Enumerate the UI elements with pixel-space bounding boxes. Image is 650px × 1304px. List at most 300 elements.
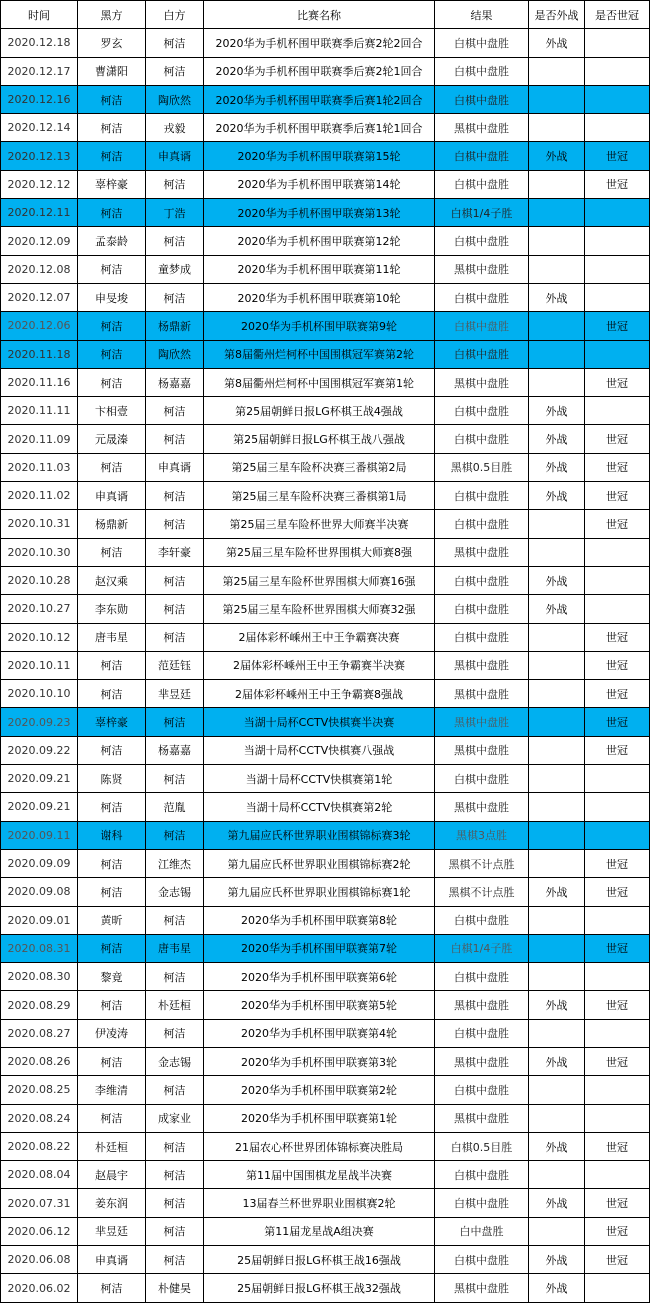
cell-white: 戎毅 [146,114,204,142]
cell-foreign [529,765,585,793]
cell-date: 2020.12.07 [1,283,78,311]
cell-black: 柯洁 [78,1047,146,1075]
cell-result: 黑棋不计点胜 [435,849,529,877]
cell-world: 世冠 [585,510,650,538]
cell-result: 白棋中盘胜 [435,1161,529,1189]
table-row [1,906,650,934]
table-row [1,1132,650,1160]
cell-result: 白棋中盘胜 [435,963,529,991]
table-row [1,199,650,227]
cell-black: 柯洁 [78,312,146,340]
cell-event: 当湖十局杯CCTV快棋赛第1轮 [204,765,435,793]
cell-white: 范胤 [146,793,204,821]
cell-black: 柯洁 [78,651,146,679]
cell-foreign: 外战 [529,29,585,57]
cell-event: 第25届三星车险杯决赛三番棋第2局 [204,453,435,481]
cell-world [585,227,650,255]
cell-result: 白棋中盘胜 [435,170,529,198]
cell-white: 朴健昊 [146,1274,204,1302]
cell-result: 白棋中盘胜 [435,510,529,538]
cell-event: 2020华为手机杯围甲联赛第7轮 [204,934,435,962]
cell-white: 申真谞 [146,142,204,170]
cell-result: 黑棋中盘胜 [435,991,529,1019]
cell-foreign: 外战 [529,1047,585,1075]
cell-world: 世冠 [585,453,650,481]
table-row [1,114,650,142]
cell-result: 黑棋中盘胜 [435,793,529,821]
cell-white: 柯洁 [146,29,204,57]
cell-date: 2020.12.12 [1,170,78,198]
table-row [1,991,650,1019]
table-row [1,736,650,764]
cell-date: 2020.09.23 [1,708,78,736]
cell-foreign: 外战 [529,425,585,453]
cell-event: 2020华为手机杯围甲联赛第4轮 [204,1019,435,1047]
cell-white: 柯洁 [146,1246,204,1274]
cell-white: 芈昱廷 [146,680,204,708]
cell-world: 世冠 [585,680,650,708]
cell-white: 柯洁 [146,425,204,453]
cell-event: 第25届三星车险杯世界围棋大师赛8强 [204,538,435,566]
cell-white: 江维杰 [146,849,204,877]
cell-world [585,538,650,566]
cell-white: 范廷钰 [146,651,204,679]
cell-event: 2020华为手机杯围甲联赛季后赛2轮1回合 [204,57,435,85]
table-row [1,1076,650,1104]
cell-date: 2020.09.09 [1,849,78,877]
cell-date: 2020.12.17 [1,57,78,85]
cell-foreign [529,227,585,255]
cell-black: 孟泰龄 [78,227,146,255]
cell-foreign: 外战 [529,397,585,425]
cell-white: 童梦成 [146,255,204,283]
cell-date: 2020.12.18 [1,29,78,57]
cell-white: 陶欣然 [146,340,204,368]
cell-world: 世冠 [585,368,650,396]
cell-result: 白棋中盘胜 [435,142,529,170]
cell-event: 13届春兰杯世界职业围棋赛2轮 [204,1189,435,1217]
cell-world [585,793,650,821]
table-row [1,566,650,594]
cell-black: 柯洁 [78,1104,146,1132]
cell-result: 白棋中盘胜 [435,1019,529,1047]
cell-black: 柯洁 [78,142,146,170]
cell-world [585,1076,650,1104]
table-row [1,1246,650,1274]
cell-foreign [529,736,585,764]
table-row [1,793,650,821]
cell-result: 黑棋中盘胜 [435,708,529,736]
cell-date: 2020.08.31 [1,934,78,962]
cell-white: 柯洁 [146,1189,204,1217]
cell-date: 2020.09.01 [1,906,78,934]
cell-event: 第25届朝鲜日报LG杯棋王战4强战 [204,397,435,425]
cell-event: 2020华为手机杯围甲联赛第10轮 [204,283,435,311]
cell-result: 白棋中盘胜 [435,595,529,623]
cell-event: 第九届应氏杯世界职业围棋锦标赛1轮 [204,878,435,906]
cell-world [585,595,650,623]
cell-date: 2020.06.02 [1,1274,78,1302]
cell-white: 陶欣然 [146,85,204,113]
cell-event: 2届体彩杯嵊州王中王争霸赛半决赛 [204,651,435,679]
cell-white: 柯洁 [146,1076,204,1104]
cell-foreign [529,57,585,85]
cell-event: 第25届朝鲜日报LG杯棋王战八强战 [204,425,435,453]
cell-event: 2020华为手机杯围甲联赛第2轮 [204,1076,435,1104]
cell-black: 柯洁 [78,991,146,1019]
cell-world [585,397,650,425]
cell-event: 2020华为手机杯围甲联赛第3轮 [204,1047,435,1075]
cell-white: 李轩豪 [146,538,204,566]
cell-black: 赵晨宇 [78,1161,146,1189]
cell-foreign: 外战 [529,1246,585,1274]
cell-date: 2020.12.09 [1,227,78,255]
cell-date: 2020.11.11 [1,397,78,425]
cell-result: 黑棋不计点胜 [435,878,529,906]
table-row [1,708,650,736]
cell-event: 2020华为手机杯围甲联赛第9轮 [204,312,435,340]
table-row [1,57,650,85]
cell-foreign [529,340,585,368]
cell-date: 2020.12.16 [1,85,78,113]
cell-foreign: 外战 [529,1189,585,1217]
table-row [1,340,650,368]
cell-result: 黑棋中盘胜 [435,1104,529,1132]
cell-event: 第25届三星车险杯世界大师赛半决赛 [204,510,435,538]
cell-date: 2020.06.08 [1,1246,78,1274]
cell-result: 黑棋中盘胜 [435,114,529,142]
cell-world [585,255,650,283]
cell-world: 世冠 [585,425,650,453]
cell-event: 25届朝鲜日报LG杯棋王战16强战 [204,1246,435,1274]
table-row [1,283,650,311]
cell-world: 世冠 [585,482,650,510]
cell-foreign: 外战 [529,991,585,1019]
cell-event: 2020华为手机杯围甲联赛第11轮 [204,255,435,283]
cell-white: 柯洁 [146,708,204,736]
table-row [1,255,650,283]
cell-world: 世冠 [585,1189,650,1217]
cell-event: 第11届中国围棋龙星战半决赛 [204,1161,435,1189]
cell-date: 2020.09.22 [1,736,78,764]
table-row [1,1217,650,1245]
cell-black: 黎竟 [78,963,146,991]
cell-world [585,963,650,991]
cell-black: 唐韦星 [78,623,146,651]
cell-world: 世冠 [585,878,650,906]
cell-date: 2020.08.26 [1,1047,78,1075]
cell-black: 赵汉乘 [78,566,146,594]
cell-foreign [529,510,585,538]
cell-event: 2020华为手机杯围甲联赛第5轮 [204,991,435,1019]
cell-black: 柯洁 [78,680,146,708]
cell-foreign: 外战 [529,1132,585,1160]
cell-result: 白棋0.5目胜 [435,1132,529,1160]
cell-world: 世冠 [585,651,650,679]
cell-result: 白棋中盘胜 [435,1246,529,1274]
cell-world: 世冠 [585,1217,650,1245]
cell-black: 谢科 [78,821,146,849]
cell-date: 2020.08.29 [1,991,78,1019]
cell-date: 2020.11.09 [1,425,78,453]
cell-black: 杨鼎新 [78,510,146,538]
header-event: 比赛名称 [204,1,435,29]
header-date: 时间 [1,1,78,29]
cell-result: 白棋中盘胜 [435,312,529,340]
cell-black: 申旻埈 [78,283,146,311]
cell-white: 柯洁 [146,170,204,198]
cell-foreign [529,623,585,651]
cell-world [585,1274,650,1302]
cell-date: 2020.07.31 [1,1189,78,1217]
cell-foreign [529,849,585,877]
cell-white: 朴廷桓 [146,991,204,1019]
cell-result: 白棋中盘胜 [435,283,529,311]
cell-white: 柯洁 [146,57,204,85]
cell-foreign: 外战 [529,142,585,170]
cell-white: 丁浩 [146,199,204,227]
cell-white: 申真谞 [146,453,204,481]
cell-date: 2020.09.08 [1,878,78,906]
cell-world [585,765,650,793]
table-row [1,765,650,793]
cell-white: 柯洁 [146,482,204,510]
cell-foreign: 外战 [529,283,585,311]
cell-black: 元晟溱 [78,425,146,453]
table-row [1,482,650,510]
table-row [1,934,650,962]
cell-foreign [529,708,585,736]
cell-event: 2届体彩杯嵊州王中王争霸赛8强战 [204,680,435,708]
cell-world: 世冠 [585,708,650,736]
cell-foreign [529,170,585,198]
cell-world: 世冠 [585,736,650,764]
cell-date: 2020.10.12 [1,623,78,651]
cell-foreign [529,821,585,849]
table-row [1,963,650,991]
cell-result: 白棋中盘胜 [435,340,529,368]
cell-black: 陈贤 [78,765,146,793]
table-row [1,821,650,849]
table-row [1,595,650,623]
cell-white: 杨嘉嘉 [146,368,204,396]
cell-white: 柯洁 [146,1217,204,1245]
cell-foreign [529,963,585,991]
cell-event: 2020华为手机杯围甲联赛第8轮 [204,906,435,934]
cell-world [585,283,650,311]
cell-black: 罗玄 [78,29,146,57]
cell-white: 柯洁 [146,397,204,425]
cell-result: 白棋中盘胜 [435,425,529,453]
cell-date: 2020.06.12 [1,1217,78,1245]
cell-result: 白棋1/4子胜 [435,934,529,962]
table-row [1,1189,650,1217]
cell-black: 柯洁 [78,1274,146,1302]
cell-date: 2020.11.18 [1,340,78,368]
cell-date: 2020.12.08 [1,255,78,283]
cell-date: 2020.10.30 [1,538,78,566]
cell-date: 2020.09.21 [1,793,78,821]
cell-black: 柯洁 [78,453,146,481]
cell-world [585,821,650,849]
cell-event: 第8届衢州烂柯杯中国围棋冠军赛第2轮 [204,340,435,368]
table-row [1,538,650,566]
table-row [1,623,650,651]
cell-foreign [529,114,585,142]
table-row [1,29,650,57]
table-row [1,878,650,906]
cell-result: 黑棋中盘胜 [435,736,529,764]
cell-result: 白棋中盘胜 [435,85,529,113]
cell-event: 2020华为手机杯围甲联赛第13轮 [204,199,435,227]
cell-date: 2020.11.03 [1,453,78,481]
cell-world [585,29,650,57]
cell-world [585,1104,650,1132]
table-row [1,397,650,425]
cell-world [585,199,650,227]
cell-date: 2020.12.14 [1,114,78,142]
cell-white: 柯洁 [146,510,204,538]
cell-black: 申真谞 [78,1246,146,1274]
header-black: 黑方 [78,1,146,29]
cell-result: 黑棋中盘胜 [435,538,529,566]
cell-result: 白棋中盘胜 [435,566,529,594]
cell-event: 第11届龙星战A组决赛 [204,1217,435,1245]
cell-event: 2020华为手机杯围甲联赛第15轮 [204,142,435,170]
cell-result: 黑棋中盘胜 [435,255,529,283]
cell-result: 白棋中盘胜 [435,29,529,57]
cell-result: 白棋中盘胜 [435,1189,529,1217]
cell-date: 2020.09.11 [1,821,78,849]
cell-world: 世冠 [585,142,650,170]
cell-result: 白棋中盘胜 [435,1076,529,1104]
cell-date: 2020.10.28 [1,566,78,594]
cell-black: 柯洁 [78,368,146,396]
cell-date: 2020.08.25 [1,1076,78,1104]
cell-event: 第25届三星车险杯世界围棋大师赛32强 [204,595,435,623]
cell-result: 黑棋中盘胜 [435,651,529,679]
cell-result: 黑棋中盘胜 [435,680,529,708]
table-row [1,1104,650,1132]
cell-event: 2届体彩杯嵊州王中王争霸赛决赛 [204,623,435,651]
table-row [1,312,650,340]
cell-white: 柯洁 [146,283,204,311]
table-row [1,85,650,113]
cell-result: 黑棋中盘胜 [435,1274,529,1302]
cell-white: 金志锡 [146,1047,204,1075]
cell-black: 柯洁 [78,736,146,764]
cell-date: 2020.08.27 [1,1019,78,1047]
cell-date: 2020.12.06 [1,312,78,340]
cell-world [585,566,650,594]
cell-foreign [529,538,585,566]
cell-result: 白中盘胜 [435,1217,529,1245]
cell-white: 金志锡 [146,878,204,906]
cell-black: 柯洁 [78,849,146,877]
cell-foreign: 外战 [529,566,585,594]
cell-white: 柯洁 [146,963,204,991]
cell-result: 白棋中盘胜 [435,227,529,255]
cell-date: 2020.08.22 [1,1132,78,1160]
cell-event: 2020华为手机杯围甲联赛季后赛2轮2回合 [204,29,435,57]
cell-event: 2020华为手机杯围甲联赛第1轮 [204,1104,435,1132]
cell-black: 卞相壹 [78,397,146,425]
cell-foreign [529,1104,585,1132]
cell-event: 当湖十局杯CCTV快棋赛八强战 [204,736,435,764]
cell-white: 柯洁 [146,765,204,793]
cell-black: 柯洁 [78,199,146,227]
cell-date: 2020.08.30 [1,963,78,991]
cell-foreign [529,85,585,113]
cell-event: 第九届应氏杯世界职业围棋锦标赛3轮 [204,821,435,849]
cell-black: 李东勋 [78,595,146,623]
cell-foreign [529,1217,585,1245]
table-row [1,453,650,481]
cell-world [585,906,650,934]
header-row [1,1,650,29]
table-row [1,510,650,538]
cell-world: 世冠 [585,1047,650,1075]
cell-black: 柯洁 [78,934,146,962]
cell-white: 柯洁 [146,821,204,849]
cell-black: 柯洁 [78,114,146,142]
cell-event: 2020华为手机杯围甲联赛季后赛1轮1回合 [204,114,435,142]
cell-date: 2020.10.31 [1,510,78,538]
cell-result: 白棋中盘胜 [435,482,529,510]
table-row [1,425,650,453]
table-row [1,680,650,708]
cell-result: 黑棋3点胜 [435,821,529,849]
cell-result: 白棋中盘胜 [435,397,529,425]
cell-foreign [529,793,585,821]
cell-black: 柯洁 [78,878,146,906]
cell-white: 柯洁 [146,1132,204,1160]
header-world: 是否世冠 [585,1,650,29]
cell-black: 姜东润 [78,1189,146,1217]
cell-event: 当湖十局杯CCTV快棋赛第2轮 [204,793,435,821]
table-row [1,142,650,170]
table-row [1,1019,650,1047]
cell-world [585,1161,650,1189]
cell-white: 柯洁 [146,227,204,255]
cell-black: 芈昱廷 [78,1217,146,1245]
cell-foreign [529,906,585,934]
cell-result: 白棋中盘胜 [435,906,529,934]
cell-result: 白棋1/4子胜 [435,199,529,227]
cell-white: 柯洁 [146,1161,204,1189]
cell-foreign [529,651,585,679]
header-foreign: 是否外战 [529,1,585,29]
cell-black: 柯洁 [78,85,146,113]
cell-event: 第25届三星车险杯决赛三番棋第1局 [204,482,435,510]
cell-date: 2020.09.21 [1,765,78,793]
table-row [1,849,650,877]
cell-foreign [529,680,585,708]
cell-event: 第九届应氏杯世界职业围棋锦标赛2轮 [204,849,435,877]
cell-foreign: 外战 [529,453,585,481]
cell-world [585,57,650,85]
cell-world [585,85,650,113]
cell-foreign: 外战 [529,595,585,623]
table-row [1,170,650,198]
cell-black: 伊凌涛 [78,1019,146,1047]
cell-black: 辜梓豪 [78,708,146,736]
cell-black: 柯洁 [78,538,146,566]
cell-date: 2020.11.02 [1,482,78,510]
cell-black: 李维清 [78,1076,146,1104]
cell-white: 柯洁 [146,623,204,651]
table-row [1,1047,650,1075]
